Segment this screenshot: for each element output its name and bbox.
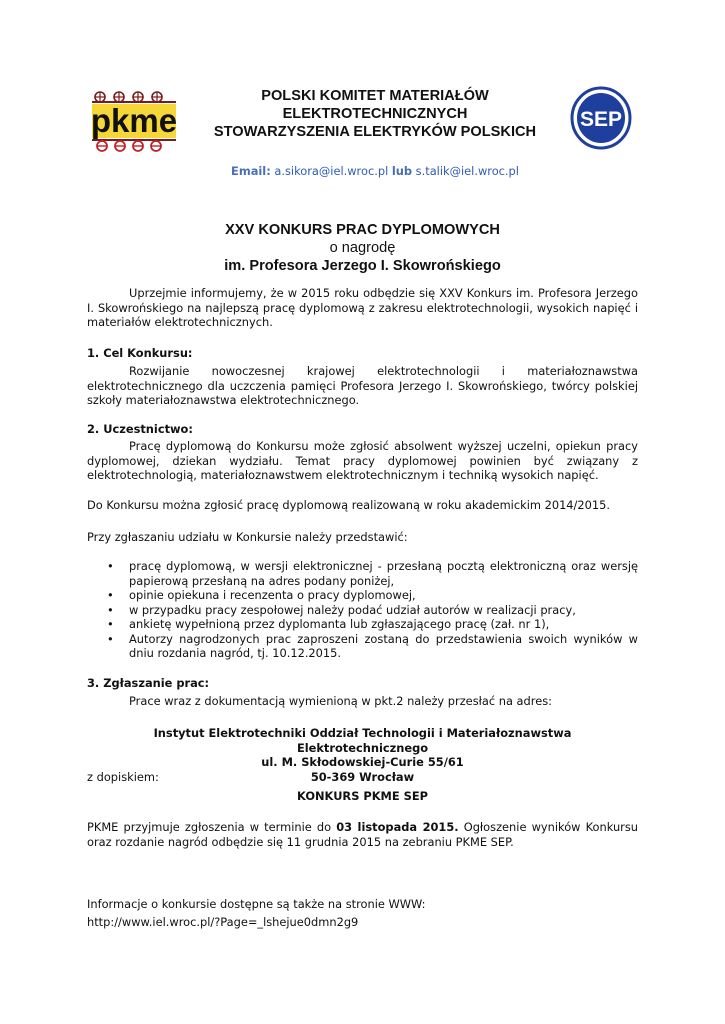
address-line-3: 50-369 Wrocław xyxy=(310,769,415,784)
sep-logo xyxy=(570,86,632,150)
org-line-2: ELEKTROTECHNICZNYCH xyxy=(282,106,468,122)
bullet-icon: • xyxy=(107,631,114,646)
section-1-text: Rozwijanie nowoczesnej krajowej elektrotechnologii i materiałoznawstwa elektrotechnicznego dla uczczenia pamięci Profesora Jerzego I. Skowrońskiego, twórcy polskiej szkoły materiałoznawstwa elektrotechnicznego. xyxy=(87,364,638,407)
requirements-list xyxy=(87,559,638,661)
bullet-icon: • xyxy=(107,559,114,573)
section-2-note-1: Do Konkursu można zgłosić pracę dyplomową realizowaną w roku akademickim 2014/2015. xyxy=(87,498,611,512)
with-note-label: z dopiskiem: xyxy=(87,770,159,784)
section-3-text: Prace wraz z dokumentacją wymienioną w pkt.2 należy przesłać na adres: xyxy=(129,694,552,708)
title-line-1: XXV KONKURS PRAC DYPLOMOWYCH xyxy=(225,222,500,238)
list-item: • opinie opiekuna i recenzenta o pracy dyplomowej, xyxy=(107,588,416,602)
list-item: • ankietę wypełnioną przez dyplomanta lub zgłaszającego pracę (zał. nr 1), xyxy=(107,617,550,631)
bullet-icon: • xyxy=(107,588,114,602)
address-line-1: Instytut Elektrotechniki Oddział Technologii i Materiałoznawstwa Elektrotechnicznego xyxy=(153,726,572,755)
intro-paragraph: Uprzejmie informujemy, że w 2015 roku odbędzie się XXV Konkurs im. Profesora Jerzego I. Skowrońskiego na najlepszą pracę dyplomową z zakresu elektrotechnologii, wysokich napięć i materiałów elektrotechnicznych. xyxy=(87,286,638,329)
email-link-1[interactable]: a.sikora@iel.wroc.pl xyxy=(274,164,389,178)
section-2-heading: 2. Uczestnictwo: xyxy=(87,422,193,436)
organization-name xyxy=(190,87,560,141)
pkme-logo-text: pkme xyxy=(90,102,178,139)
bullet-icon: • xyxy=(107,602,114,617)
contest-title xyxy=(100,221,625,275)
list-item: • w przypadku pracy zespołowej należy podać udział autorów w realizacji pracy, xyxy=(107,602,576,617)
footer-url[interactable]: http://www.iel.wroc.pl/?Page=_lshejue0dmn2g9 xyxy=(87,915,359,929)
title-line-2: o nagrodę xyxy=(329,240,396,256)
org-line-1: POLSKI KOMITET MATERIAŁÓW xyxy=(261,88,489,104)
footer-info: Informacje o konkursie dostępne są także na stronie WWW: xyxy=(87,897,426,911)
sep-logo-text: SEP xyxy=(579,108,623,131)
annotation-text: KONKURS PKME SEP xyxy=(297,789,428,803)
section-2-text: Pracę dyplomową do Konkursu może zgłosić absolwent wyższej uczelni, opiekun pracy dyplomowej, dziekan wydziału. Temat pracy dyplomowej powinien być związany z elektrotechnologią, materiałoznawstwem elektrotechnicznym i techniką wysokich napięć. xyxy=(87,439,638,482)
bullet-icon: • xyxy=(107,617,114,631)
email-label: Email: xyxy=(231,164,271,178)
email-join: lub xyxy=(391,164,413,178)
email-link-2[interactable]: s.talik@iel.wroc.pl xyxy=(415,164,519,178)
org-line-3: STOWARZYSZENIA ELEKTRYKÓW POLSKICH xyxy=(213,124,537,140)
pkme-logo xyxy=(88,88,180,154)
list-item: • Autorzy nagrodzonych prac zaproszeni zostaną do przedstawienia swoich wyników w dniu rozdania nagród, tj. 10.12.2015. xyxy=(107,631,638,660)
section-1-heading: 1. Cel Konkursu: xyxy=(87,346,193,360)
section-3-heading: 3. Zgłaszanie prac: xyxy=(87,676,210,690)
email-line xyxy=(190,164,560,178)
list-item: • pracę dyplomową, w wersji elektronicznej - przesłaną pocztą elektroniczną oraz wersję papierową przesłaną na adres podany poniżej, xyxy=(107,559,638,588)
deadline-paragraph: PKME przyjmuje zgłoszenia w terminie do 03 listopada 2015. Ogłoszenie wyników Konkursu oraz rozdanie nagród odbędzie się 11 grudnia 2015 na zebraniu PKME SEP. xyxy=(87,820,639,849)
deadline-date: 03 listopada 2015. xyxy=(336,820,459,834)
section-2-note-2: Przy zgłaszaniu udziału w Konkursie należy przedstawić: xyxy=(87,530,408,544)
title-line-3: im. Profesora Jerzego I. Skowrońskiego xyxy=(224,258,501,274)
address-line-2: ul. M. Skłodowskiej-Curie 55/61 xyxy=(261,755,464,769)
